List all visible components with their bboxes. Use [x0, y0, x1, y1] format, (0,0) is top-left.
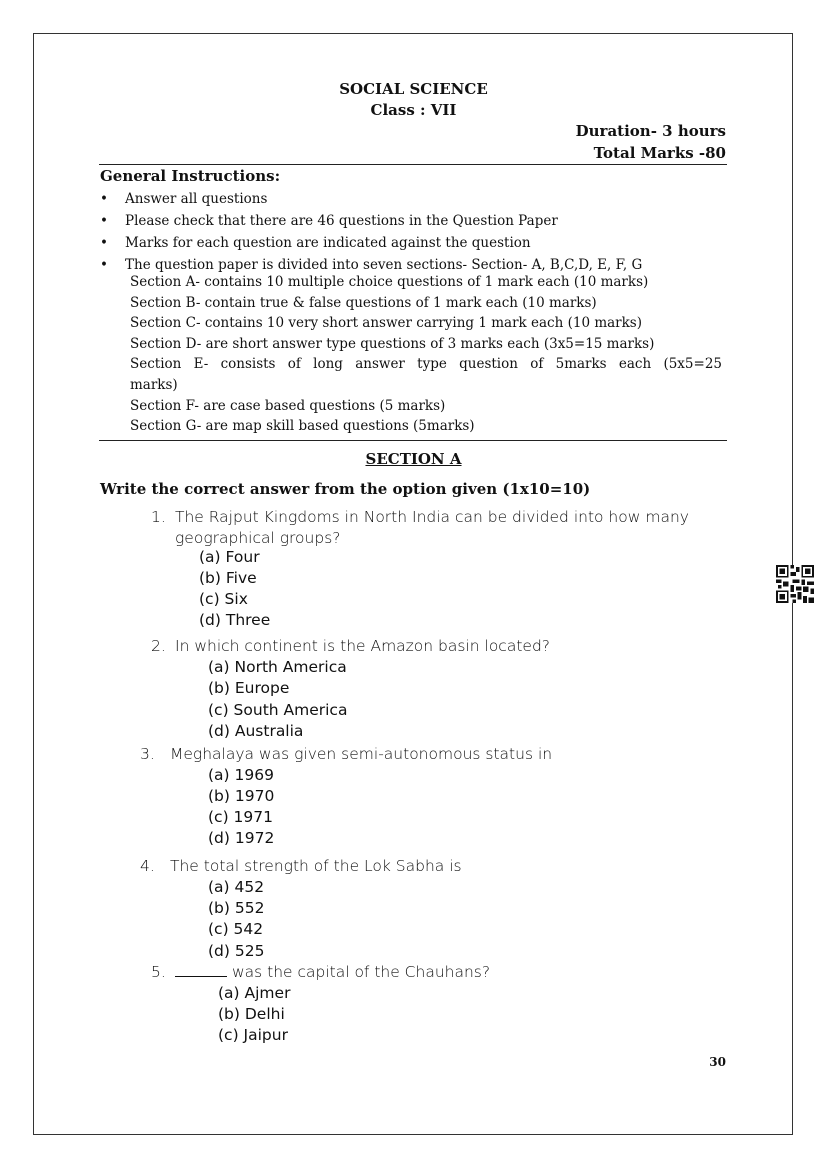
question-number: 5. — [151, 963, 166, 981]
question-text: was the capital of the Chauhans? — [231, 963, 491, 981]
option: (a) 1969 — [208, 766, 274, 784]
option: (a) Ajmer — [218, 984, 291, 1002]
general-instructions-heading: General Instructions: — [100, 167, 281, 185]
option: (d) Three — [199, 611, 271, 629]
option: (c) 542 — [208, 920, 264, 938]
question-text: geographical groups? — [175, 529, 341, 547]
instruction-item — [100, 188, 728, 210]
duration: Duration- 3 hours — [575, 122, 726, 140]
answer-blank — [175, 962, 227, 977]
section-a-instruction: Write the correct answer from the option given (1x10=10) — [100, 480, 591, 498]
question-text: The Rajput Kingdoms in North India can be divided into how many — [175, 508, 689, 526]
instruction-text: The question paper is divided into seven sections- Section- A, B,C,D, E, F, G — [125, 257, 643, 273]
question-number: 2. — [151, 637, 166, 655]
option: (a) North America — [208, 658, 347, 676]
section-breakdown — [130, 272, 722, 437]
question-text: Meghalaya was given semi-autonomous status in — [170, 745, 553, 763]
header-rule — [99, 164, 727, 165]
bullet-icon: • — [100, 191, 108, 207]
qr-code-icon — [776, 565, 814, 603]
total-marks: Total Marks -80 — [593, 144, 726, 162]
instruction-text: Please check that there are 46 questions in the Question Paper — [125, 213, 558, 229]
question-line — [175, 962, 490, 983]
question-number: 4. — [140, 857, 155, 875]
bullet-icon: • — [100, 257, 108, 273]
section-line: marks) — [130, 376, 178, 393]
question-number: 3. — [140, 745, 155, 763]
question-text: The total strength of the Lok Sabha is — [170, 857, 462, 875]
option: (a) 452 — [208, 878, 265, 896]
instructions-list — [100, 188, 728, 276]
option: (c) 1971 — [208, 808, 273, 826]
option: (d) 1972 — [208, 829, 275, 847]
section-line: Section E- consists of long answer type question of 5marks each (5x5=25 — [130, 356, 722, 373]
instruction-item — [100, 210, 728, 232]
option: (b) Five — [199, 569, 257, 587]
section-line: Section F- are case based questions (5 marks) — [130, 397, 446, 414]
section-line: Section C- contains 10 very short answer carrying 1 mark each (10 marks) — [130, 315, 643, 332]
option: (c) Six — [199, 590, 248, 608]
section-line: Section A- contains 10 multiple choice questions of 1 mark each (10 marks) — [130, 274, 649, 290]
bullet-icon: • — [100, 213, 108, 229]
option: (c) South America — [208, 701, 348, 719]
subject-title: SOCIAL SCIENCE — [339, 80, 488, 98]
instruction-text: Marks for each question are indicated against the question — [125, 235, 531, 251]
option: (c) Jaipur — [218, 1026, 288, 1044]
page-number: 30 — [709, 1055, 726, 1069]
question-number: 1. — [151, 508, 166, 526]
option: (d) Australia — [208, 722, 304, 740]
section-line: Section D- are short answer type questions of 3 marks each (3x5=15 marks) — [130, 335, 655, 352]
option: (a) Four — [199, 548, 260, 566]
option: (d) 525 — [208, 942, 265, 960]
option: (b) 1970 — [208, 787, 275, 805]
question-text: In which continent is the Amazon basin located? — [175, 637, 551, 655]
section-line: Section B- contain true & false questions of 1 mark each (10 marks) — [130, 294, 597, 311]
instruction-item — [100, 232, 728, 254]
option: (b) Delhi — [218, 1005, 285, 1023]
bullet-icon: • — [100, 235, 108, 251]
section-a-title: SECTION A — [365, 450, 462, 468]
class-label: Class : VII — [370, 101, 457, 119]
instruction-text: Answer all questions — [125, 191, 268, 207]
section-line: Section G- are map skill based questions (5marks) — [130, 418, 475, 435]
instructions-rule — [99, 440, 727, 441]
option: (b) Europe — [208, 679, 290, 697]
option: (b) 552 — [208, 899, 265, 917]
